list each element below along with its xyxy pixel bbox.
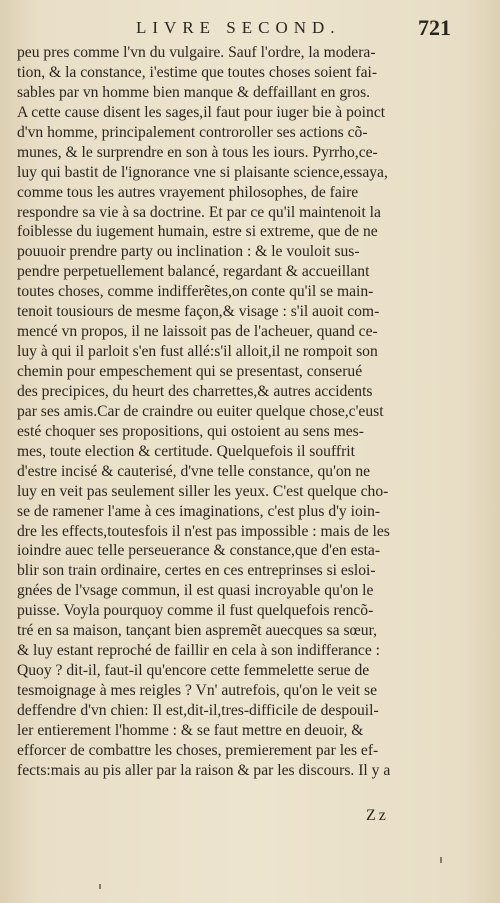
text-line: tré en sa maison, tançant bien aspremẽt auecques sa sœur, [17,622,378,640]
text-line: d'vn homme, principalement controroller ses actions cõ- [17,123,368,141]
text-line: tesmoignage à mes reigles ? Vn' autrefois, qu'on le veit se [17,682,377,699]
text-line: tenoit tousiours de mesme façon,& visage : s'il auoit com- [17,303,380,321]
text-line: pouuoir prendre party ou inclination : & le vouloit sus- [17,243,360,261]
text-line: A cette cause disent les sages,il faut pour iuger bie à poinct [17,103,386,121]
text-line: mencé vn propos, il ne laissoit pas de l'acheuer, quand ce- [17,323,378,341]
text-line: toutes choses, comme indifferẽtes,on conte qu'il se main- [17,283,374,301]
text-line: par ses amis.Car de craindre ou euiter quelque chose,c'eust [17,402,384,420]
text-line: efforcer de combattre les choses, premierement par les ef- [17,741,379,759]
body-text [17,43,483,781]
text-line: luy à qui il parloit s'en fust allé:s'il alloit,il ne rompoit son [17,343,378,361]
text-line: luy qui bastit de l'ignorance vne si plaisante science,essaya, [17,163,388,181]
text-line: chemin pour empeschement qui se presentast, conserué [17,363,363,380]
text-line: se de ramener l'ame à ces imaginations, c'est plus d'y ioin- [17,502,381,520]
text-line: foiblesse du iugement humain, estre si extreme, que de ne [17,223,378,241]
catchword: Zz [366,807,389,824]
running-head: LIVRE SECOND. [136,18,341,37]
paper-speck [440,857,442,863]
text-line: dre les effects,toutesfois il n'est pas impossible : mais de les [17,522,390,540]
page-header [0,15,500,42]
text-line: munes, & le surprendre en son à tous les iours. Pyrrho,ce- [17,143,378,161]
text-line: blir son train ordinaire, certes en ces entreprinses si esloi- [17,562,376,580]
text-line: fects:mais au pis aller par la raison & par les discours. Il y a [17,761,391,779]
text-line: pendre perpetuellement balancé, regardant & accueillant [17,263,370,281]
text-line: des precipices, du heurt des charrettes,& autres accidents [17,382,373,400]
text-line: luy en veit pas seulement siller les yeux. C'est quelque cho- [17,482,389,500]
text-line: puisse. Voyla pourquoy comme il fust quelquefois rencõ- [17,602,374,620]
text-line: ler entierement l'homme : & se faut mettre en deuoir, & [17,721,364,739]
text-line: deffendre d'vn chien: Il est,dit-il,tres-difficile de despouil- [17,701,379,719]
text-line: d'estre incisé & cauterisé, d'vne telle constance, qu'on ne [17,462,371,480]
text-line: mes, toute election & certitude. Quelquefois il souffrit [17,442,355,460]
text-line: comme tous les autres vrayement philosophes, de faire [17,183,359,201]
text-line: gnées de l'vsage commun, il est quasi incroyable qu'on le [17,582,374,600]
text-line: Quoy ? dit-il, faut-il qu'encore cette femmelette serue de [17,662,370,680]
text-line: respondre sa vie à sa doctrine. Et par ce qu'il maintenoit la [17,203,381,221]
text-line: esté choquer ses propositions, qui ostoient au sens mes- [17,422,364,440]
text-line: peu pres comme l'vn du vulgaire. Sauf l'ordre, la modera- [17,44,376,61]
text-line: tion, & la constance, i'estime que toutes choses soient fai- [17,63,378,81]
text-line: & luy estant reproché de faillir en cela à son indifferance : [17,642,380,660]
page-number: 721 [418,15,451,40]
paper-speck [99,884,101,889]
text-line: ioindre auec telle perseuerance & constance,que d'en esta- [17,542,381,560]
text-line: sables par vn homme bien manque & deffaillant en gros. [17,83,371,101]
